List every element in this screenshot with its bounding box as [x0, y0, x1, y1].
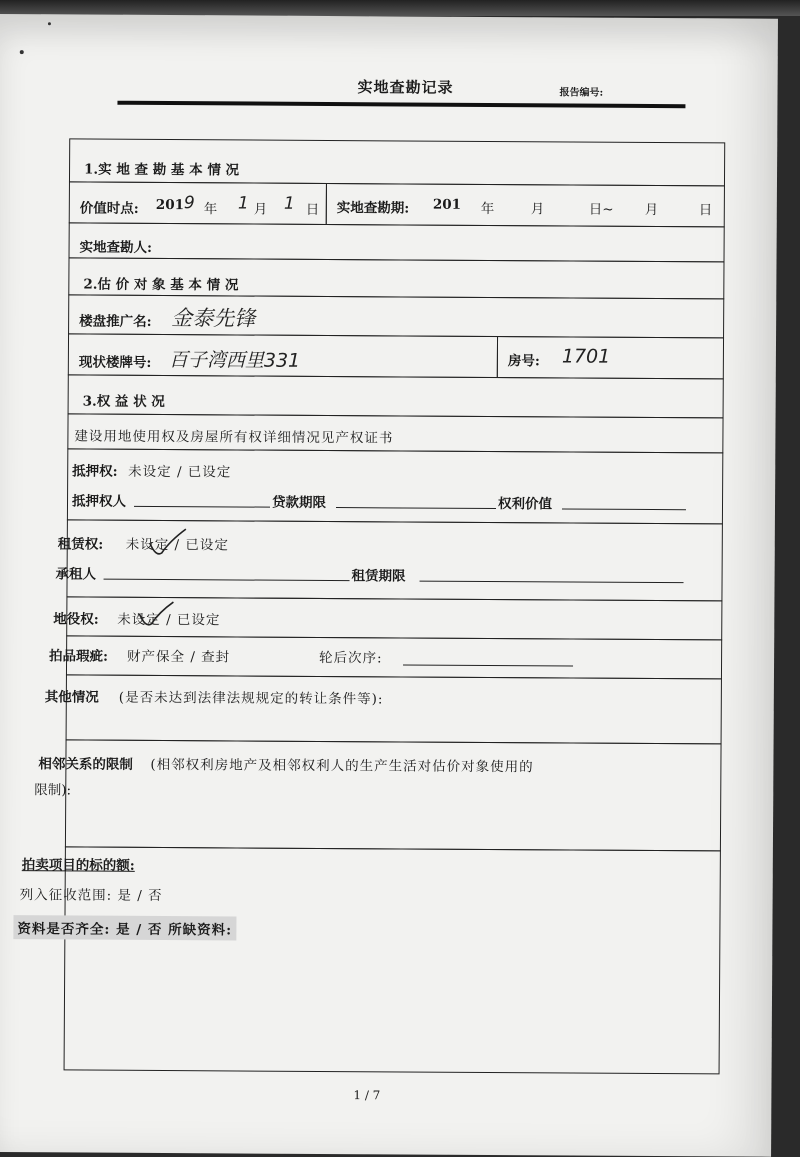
section3-heading: 3.权 益 状 况: [82, 393, 165, 411]
auction-options: 财产保全 / 查封: [127, 648, 231, 666]
loan-term-label: 贷款期限: [271, 494, 327, 512]
expropriation-text: 列入征收范围: 是 / 否: [19, 887, 163, 905]
mortgage-row: [67, 448, 723, 524]
nian-label: 年: [203, 201, 218, 218]
plate-handwritten: 百子湾西里331: [168, 349, 301, 372]
surveyor-label: 实地查勘人:: [79, 239, 153, 256]
title-rule: [117, 101, 685, 108]
neighbor-note2: 限制):: [34, 782, 72, 799]
survey-period-label: 实地查勘期:: [336, 200, 410, 217]
auction-label: 拍品瑕疵:: [49, 648, 109, 665]
lease-label: 租赁权:: [57, 536, 104, 553]
value-date-year-handwritten: 9: [183, 193, 195, 214]
survey-ri2: 日: [698, 202, 713, 219]
neighbor-note: (相邻权利房地产及相邻权利人的生产生活对估价对象使用的: [150, 756, 534, 776]
room-label: 房号:: [507, 353, 540, 370]
lease-term-blank: [420, 581, 684, 584]
mortgage-options: 未设定 / 已设定: [128, 463, 232, 481]
neighbor-row: [34, 739, 722, 851]
easement-options: 未设定 / 已设定: [117, 611, 221, 629]
estate-name-handwritten: 金泰先锋: [171, 306, 256, 331]
ri-label: 日: [305, 201, 320, 218]
surveyor-row: [69, 222, 725, 262]
value-date-year-prefix: 201: [155, 196, 185, 214]
other-label: 其他情况: [44, 689, 99, 706]
survey-nian: 年: [480, 200, 495, 218]
plate-row: [68, 333, 498, 378]
docs-text: 资料是否齐全: 是 / 否 所缺资料:: [13, 915, 236, 940]
document-title: 实地查勘记录: [357, 78, 454, 97]
auction-row: [49, 635, 722, 679]
other-note: (是否未达到法律法规规定的转让条件等):: [118, 689, 384, 708]
value-date-row: [69, 181, 327, 225]
room-handwritten: 1701: [561, 345, 611, 368]
checkmark-icon: [148, 527, 188, 561]
survey-ri-to: 日~: [588, 201, 614, 218]
right-value-label: 权利价值: [497, 496, 553, 513]
section1-heading-row: [69, 138, 725, 186]
section2-heading-row: [68, 257, 724, 299]
value-date-label: 价值时点:: [79, 200, 139, 217]
lessee-label: 承租人: [55, 566, 97, 583]
checkmark-icon: [137, 600, 177, 632]
value-date-day-handwritten: 1: [283, 193, 295, 214]
mortgage-label: 抵押权:: [72, 463, 118, 480]
yue-label: 月: [253, 201, 268, 218]
rights-text: 建设用地使用权及房屋所有权详细情况见产权证书: [74, 428, 394, 447]
survey-period-year: 201: [432, 196, 462, 213]
lessee-blank: [104, 579, 350, 582]
speck: [20, 50, 24, 54]
right-value-blank: [562, 508, 686, 510]
speck: [48, 22, 51, 25]
lease-term-label: 租赁期限: [351, 568, 406, 585]
rank-label: 轮后次序:: [319, 649, 383, 667]
mortgagee-label: 抵押权人: [71, 493, 127, 510]
survey-yue: 月: [530, 201, 545, 218]
estate-name-row: [68, 294, 724, 338]
loan-term-blank: [336, 507, 496, 509]
neighbor-label: 相邻关系的限制: [38, 756, 133, 773]
easement-label: 地役权:: [53, 611, 99, 628]
lease-row: [55, 519, 722, 601]
section2-heading: 2.估 价 对 象 基 本 情 况: [83, 276, 239, 294]
section1-heading: 1.实 地 查 勘 基 本 情 况: [84, 161, 240, 179]
rights-row: [67, 413, 723, 453]
mortgagee-blank: [134, 506, 270, 508]
estate-name-label: 楼盘推广名:: [79, 313, 152, 330]
other-row: [44, 674, 722, 744]
survey-yue2: 月: [644, 201, 659, 219]
lease-options: 未设定 / 已设定: [125, 536, 229, 554]
survey-period-row: [326, 183, 725, 227]
rank-blank: [403, 664, 573, 666]
document-page: [0, 14, 778, 1157]
easement-row: [53, 596, 722, 640]
plate-label: 现状楼牌号:: [78, 354, 152, 371]
lower-block: [17, 846, 721, 1074]
target-label: 拍卖项目的标的额:: [21, 857, 135, 874]
scan-shadow: [0, 0, 800, 16]
report-number-label: 报告编号:: [559, 87, 604, 99]
value-date-month-handwritten: 1: [237, 193, 249, 214]
page-number: 1 / 7: [353, 1088, 381, 1103]
room-row: [497, 336, 724, 379]
section3-heading-row: [68, 374, 724, 418]
